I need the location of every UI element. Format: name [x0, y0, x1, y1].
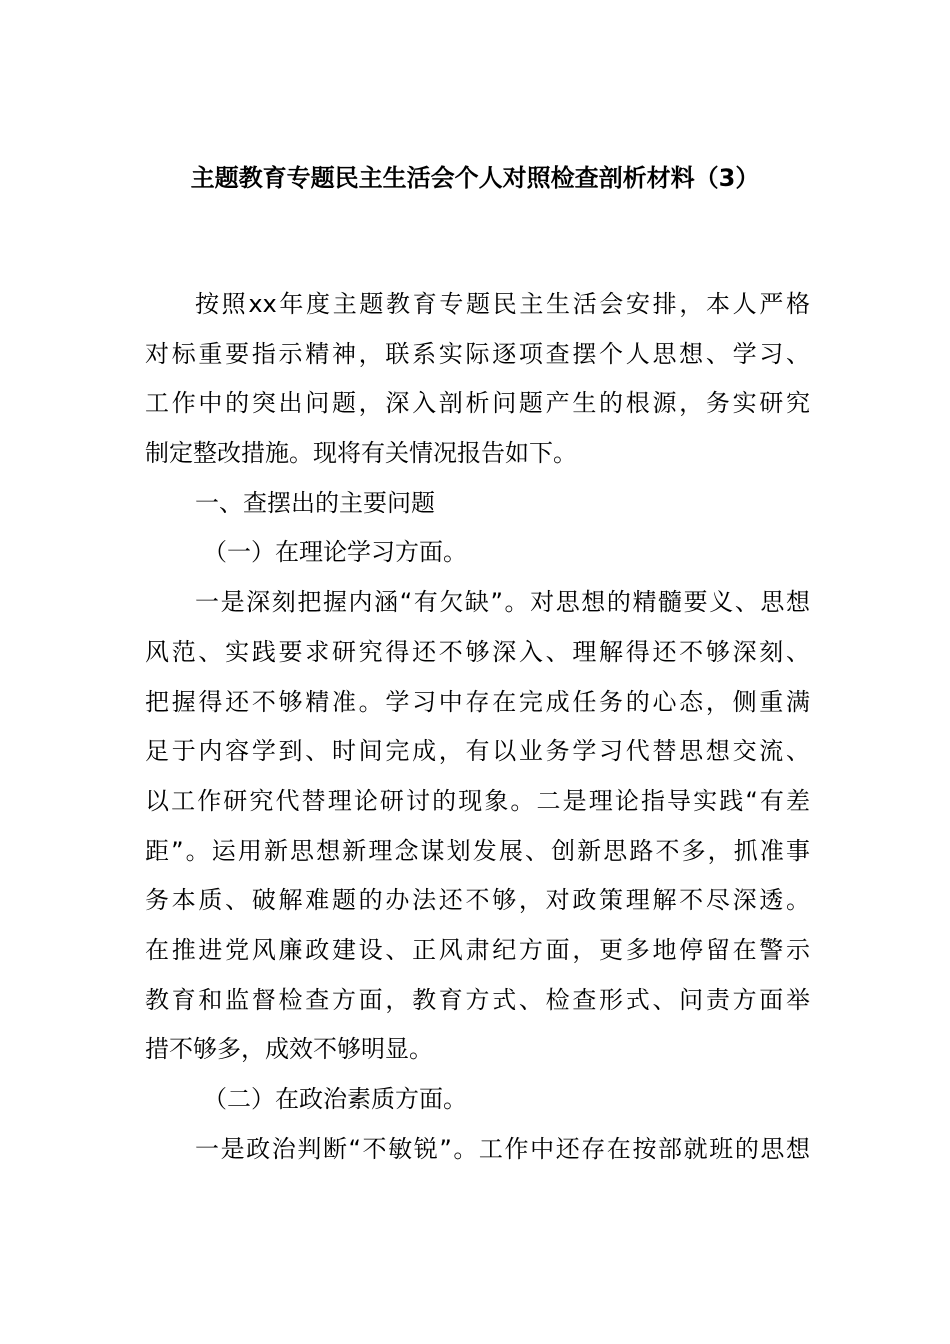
- paragraph-line: 工作中的突出问题，深入剖析问题产生的根源，务实研究: [145, 389, 810, 418]
- paragraph-line: 制定整改措施。现将有关情况报告如下。: [145, 439, 577, 468]
- document-title: 主题教育专题民主生活会个人对照检查剖析材料（3）: [190, 164, 760, 192]
- paragraph-line: 教育和监督检查方面，教育方式、检查形式、问责方面举: [145, 985, 810, 1014]
- subsection-heading: （二）在政治素质方面。: [203, 1085, 467, 1113]
- paragraph-line: 足于内容学到、时间完成，有以业务学习代替思想交流、: [145, 737, 810, 766]
- document-body: [145, 280, 810, 1174]
- paragraph-line: 以工作研究代替理论研讨的现象。二是理论指导实践“有差: [145, 786, 810, 815]
- paragraph-line: 在推进党风廉政建设、正风肃纪方面，更多地停留在警示: [145, 935, 810, 964]
- paragraph-line: 距”。运用新思想新理念谋划发展、创新思路不多，抓准事: [145, 836, 810, 865]
- paragraph-line: 把握得还不够精准。学习中存在完成任务的心态，侧重满: [145, 687, 810, 716]
- paragraph-line: 一是深刻把握内涵“有欠缺”。对思想的精髓要义、思想: [195, 588, 810, 617]
- paragraph-line: 一是政治判断“不敏锐”。工作中还存在按部就班的思想: [195, 1134, 810, 1163]
- paragraph-line: 风范、实践要求研究得还不够深入、理解得还不够深刻、: [145, 637, 810, 666]
- paragraph-line: 措不够多，成效不够明显。: [145, 1035, 433, 1064]
- paragraph-line: 按照xx年度主题教育专题民主生活会安排，本人严格: [195, 290, 810, 318]
- paragraph-line: 对标重要指示精神，联系实际逐项查摆个人思想、学习、: [145, 339, 810, 368]
- section-heading: 一、查摆出的主要问题: [195, 488, 435, 517]
- paragraph-line: 务本质、破解难题的办法还不够，对政策理解不尽深透。: [145, 886, 810, 915]
- subsection-heading: （一）在理论学习方面。: [203, 538, 467, 567]
